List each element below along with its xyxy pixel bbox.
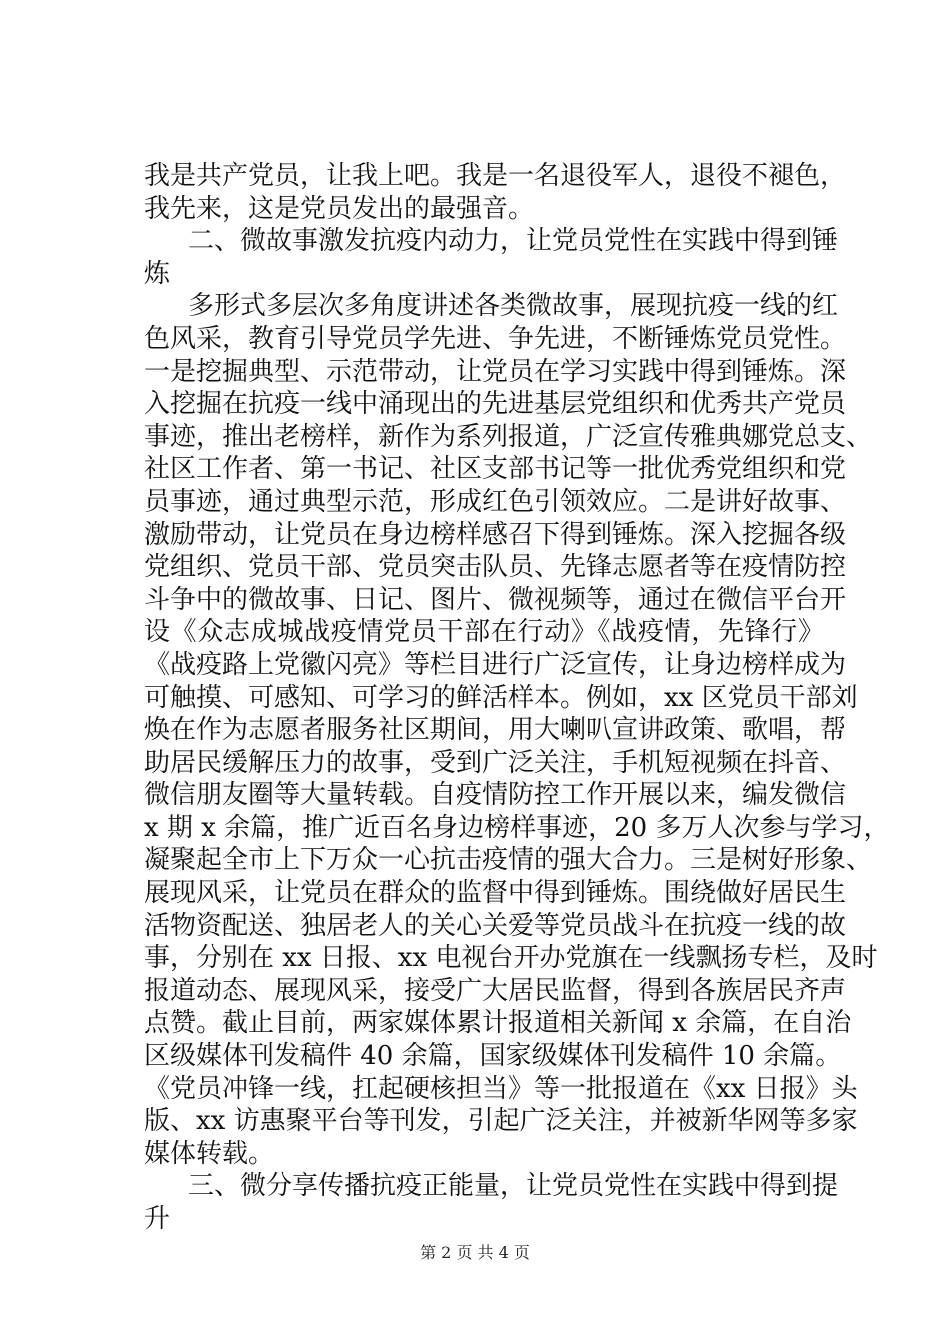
text-line: 激励带动，让党员在身边榜样感召下得到锤炼。深入挖掘各级 bbox=[144, 519, 847, 550]
text-line: 炼 bbox=[144, 258, 171, 289]
text-line: 色风采，教育引导党员学先进、争先进，不断锤炼党员党性。 bbox=[144, 323, 847, 354]
text-line: 升 bbox=[144, 1204, 171, 1234]
text-line: 微信朋友圈等大量转载。自疫情防控工作开展以来，编发微信 bbox=[144, 780, 847, 811]
text-line: 《战疫路上党徽闪亮》等栏目进行广泛宣传，让身边榜样成为 bbox=[144, 649, 847, 680]
text-line: 凝聚起全市上下万众一心抗击疫情的强大合力。三是树好形象、 bbox=[144, 845, 873, 876]
document-body bbox=[144, 160, 890, 1236]
text-line: 社区工作者、第一书记、社区支部书记等一批优秀党组织和党 bbox=[144, 454, 847, 485]
text-line: 二、微故事激发抗疫内动力，让党员党性在实践中得到锤 bbox=[188, 226, 839, 257]
text-line: 设《众志成城战疫情党员干部在行动》《战疫情，先锋行》 bbox=[144, 617, 824, 648]
text-line: 斗争中的微故事、日记、图片、微视频等，通过在微信平台开 bbox=[144, 584, 847, 615]
text-line: 入挖掘在抗疫一线中涌现出的先进基层党组织和优秀共产党员 bbox=[144, 389, 847, 420]
text-line: 《党员冲锋一线，扛起硬核担当》等一批报道在《xx 日报》头 bbox=[144, 1073, 858, 1104]
text-line: x 期 x 余篇，推广近百名身边榜样事迹，20 多万人次参与学习， bbox=[144, 812, 890, 843]
text-line: 一是挖掘典型、示范带动，让党员在学习实践中得到锤炼。深 bbox=[144, 356, 847, 387]
text-line: 焕在作为志愿者服务社区期间，用大喇叭宣讲政策、歌唱，帮 bbox=[144, 715, 847, 746]
text-line: 活物资配送、独居老人的关心关爱等党员战斗在抗疫一线的故 bbox=[144, 910, 847, 941]
text-line: 展现风采，让党员在群众的监督中得到锤炼。围绕做好居民生 bbox=[144, 878, 847, 909]
text-line: 媒体转载。 bbox=[144, 1138, 275, 1169]
text-line: 我是共产党员，让我上吧。我是一名退役军人，退役不褪色， bbox=[144, 161, 847, 191]
text-line: 区级媒体刊发稿件 40 余篇，国家级媒体刊发稿件 10 余篇。 bbox=[144, 1041, 842, 1072]
text-line: 点赞。截止目前，两家媒体累计报道相关新闻 x 余篇，在自治 bbox=[144, 1008, 852, 1039]
text-line: 党组织、党员干部、党员突击队员、先锋志愿者等在疫情防控 bbox=[144, 552, 847, 583]
text-line: 多形式多层次多角度讲述各类微故事，展现抗疫一线的红 bbox=[188, 291, 839, 322]
text-line: 事，分别在 xx 日报、xx 电视台开办党旗在一线飘扬专栏，及时 bbox=[144, 943, 878, 974]
text-line: 事迹，推出老榜样，新作为系列报道，广泛宣传雅典娜党总支、 bbox=[144, 421, 873, 452]
text-line: 三、微分享传播抗疫正能量，让党员党性在实践中得到提 bbox=[188, 1171, 839, 1202]
text-line: 我先来，这是党员发出的最强音。 bbox=[144, 193, 535, 224]
text-line: 报道动态、展现风采，接受广大居民监督，得到各族居民齐声 bbox=[144, 975, 847, 1006]
page-footer: 第 2 页 共 4 页 bbox=[420, 1243, 530, 1262]
text-line: 可触摸、可感知、可学习的鲜活样本。例如，xx 区党员干部刘 bbox=[144, 682, 858, 713]
text-line: 助居民缓解压力的故事，受到广泛关注，手机短视频在抖音、 bbox=[144, 747, 847, 778]
text-line: 员事迹，通过典型示范，形成红色引领效应。二是讲好故事、 bbox=[144, 486, 847, 517]
text-line: 版、xx 访惠聚平台等刊发，引起广泛关注，并被新华网等多家 bbox=[144, 1106, 858, 1137]
